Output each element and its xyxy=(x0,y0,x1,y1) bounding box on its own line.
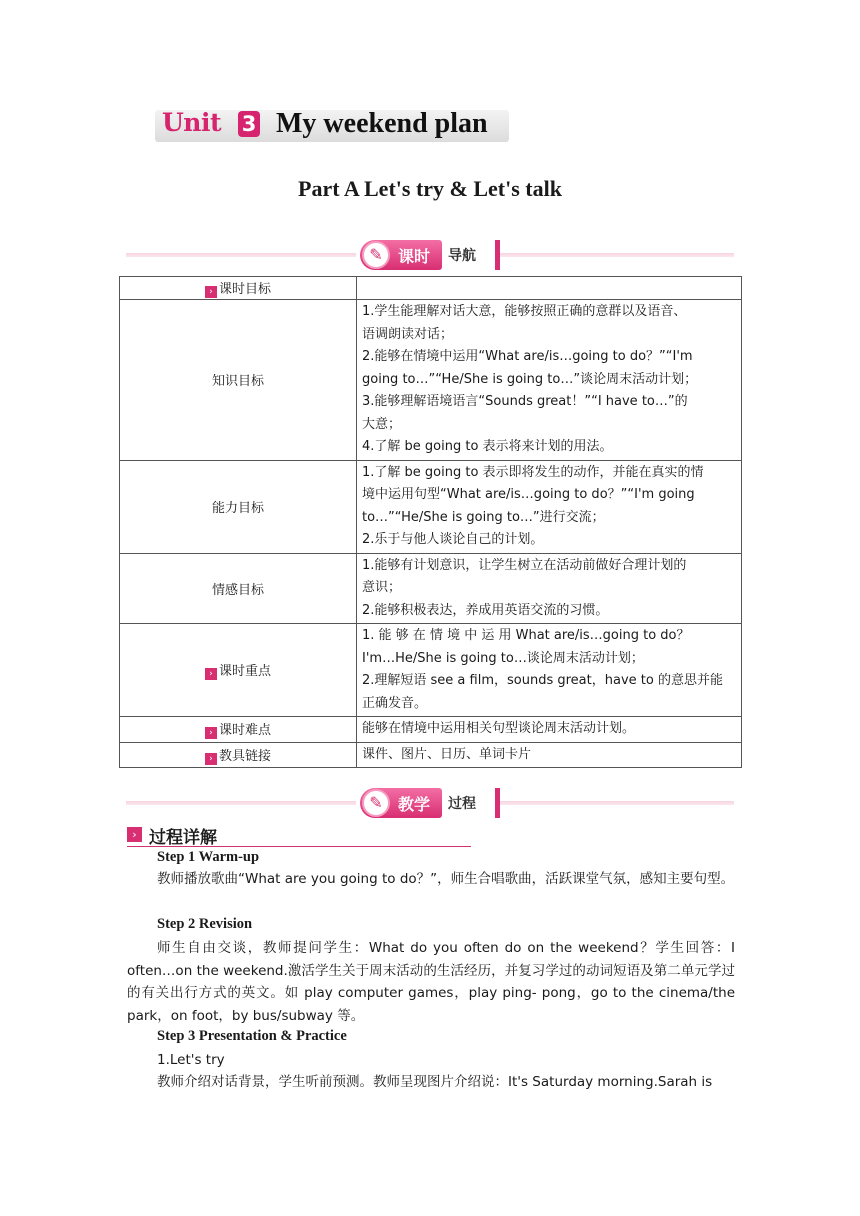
arrow-icon: › xyxy=(205,727,217,739)
section-badge-word2: 过程 xyxy=(448,796,476,812)
objectives-table xyxy=(119,276,742,768)
table-cell-label: 知识目标 xyxy=(120,300,357,461)
table-cell-label: › 教具链接 xyxy=(120,742,357,768)
table-row xyxy=(120,717,742,743)
step3-title: Step 3 Presentation & Practice xyxy=(157,1028,347,1044)
item1-label: 1.Let's try xyxy=(157,1052,225,1068)
section-badge-word2: 导航 xyxy=(448,248,476,264)
section-header-nav xyxy=(126,238,734,272)
section-badge xyxy=(356,788,500,818)
table-row xyxy=(120,624,742,717)
table-cell-text: 能够在情境中运用相关句型谈论周末活动计划。 xyxy=(357,717,742,743)
table-row xyxy=(120,742,742,768)
table-row xyxy=(120,553,742,624)
pencil-icon: ✎ xyxy=(362,789,390,817)
table-row xyxy=(120,300,742,461)
arrow-icon: › xyxy=(127,827,142,842)
table-cell-text: 课件、图片、日历、单词卡片 xyxy=(357,742,742,768)
process-detail-title: 过程详解 xyxy=(149,828,217,848)
step1-title: Step 1 Warm-up xyxy=(157,849,260,865)
table-cell-label: › 课时难点 xyxy=(120,717,357,743)
arrow-icon: › xyxy=(205,286,217,298)
table-cell-label: 能力目标 xyxy=(120,460,357,553)
part-title: Part A Let's try & Let's talk xyxy=(298,176,562,201)
table-cell-text: 1.了解 be going to 表示即将发生的动作，并能在真实的情 境中运用句型“What are/is…going to do？”“I'm going to…”“He/She is going to…”进行交流； 2.乐于与他人谈论自己的计划。 xyxy=(357,460,742,553)
section-badge xyxy=(356,240,500,270)
unit-word: Unit xyxy=(162,108,222,137)
step2-text: 师生自由交谈，教师提问学生：What do you often do on the weekend？学生回答：I often…on the weekend.激活学生关于周末活动的生活经历，并复习学过的动词短语及第二单元学过的有关出行方式的英文。如 play computer games，play ping- pong，go to the cinema/the park，on foot，by bus/subway 等。 xyxy=(127,940,735,1024)
process-detail-heading xyxy=(127,824,471,847)
section-header-process xyxy=(126,786,734,820)
table-cell-text xyxy=(357,277,742,300)
unit-title: My weekend plan xyxy=(276,108,488,139)
table-cell-text: 1. 能 够 在 情 境 中 运 用 What are/is…going to do？ I'm…He/She is going to…谈论周末活动计划； 2.理解短语 see a film，sounds great，have to 的意思并能 正确发音。 xyxy=(357,624,742,717)
section-badge-word1: 课时 xyxy=(398,247,431,266)
unit-number-badge: 3 xyxy=(238,111,260,137)
table-cell-label: › 课时重点 xyxy=(120,624,357,717)
table-cell-label: › 课时目标 xyxy=(120,277,357,300)
table-cell-text: 1.能够有计划意识，让学生树立在活动前做好合理计划的 意识； 2.能够积极表达，养成用英语交流的习惯。 xyxy=(357,553,742,624)
arrow-icon: › xyxy=(205,668,217,680)
item1-text: 教师介绍对话背景，学生听前预测。教师呈现图片介绍说：It's Saturday morning.Sarah is xyxy=(157,1074,713,1090)
pencil-icon: ✎ xyxy=(362,241,390,269)
table-cell-label: 情感目标 xyxy=(120,553,357,624)
unit-banner xyxy=(155,108,509,144)
section-badge-word1: 教学 xyxy=(398,795,431,814)
table-cell-text: 1.学生能理解对话大意，能够按照正确的意群以及语音、 语调朗读对话； 2.能够在情境中运用“What are/is…going to do？”“I'm going to…”“He/She is going to…”谈论周末活动计划； 3.能够理解语境语言“Sounds great！”“I have to…”的 大意； 4.了解 be going to 表示将来计划的用法。 xyxy=(357,300,742,461)
table-row xyxy=(120,277,742,300)
table-row xyxy=(120,460,742,553)
arrow-icon: › xyxy=(205,753,217,765)
step1-text: 教师播放歌曲“What are you going to do？”，师生合唱歌曲，活跃课堂气氛，感知主要句型。 xyxy=(157,871,735,887)
step2-title: Step 2 Revision xyxy=(157,916,253,932)
